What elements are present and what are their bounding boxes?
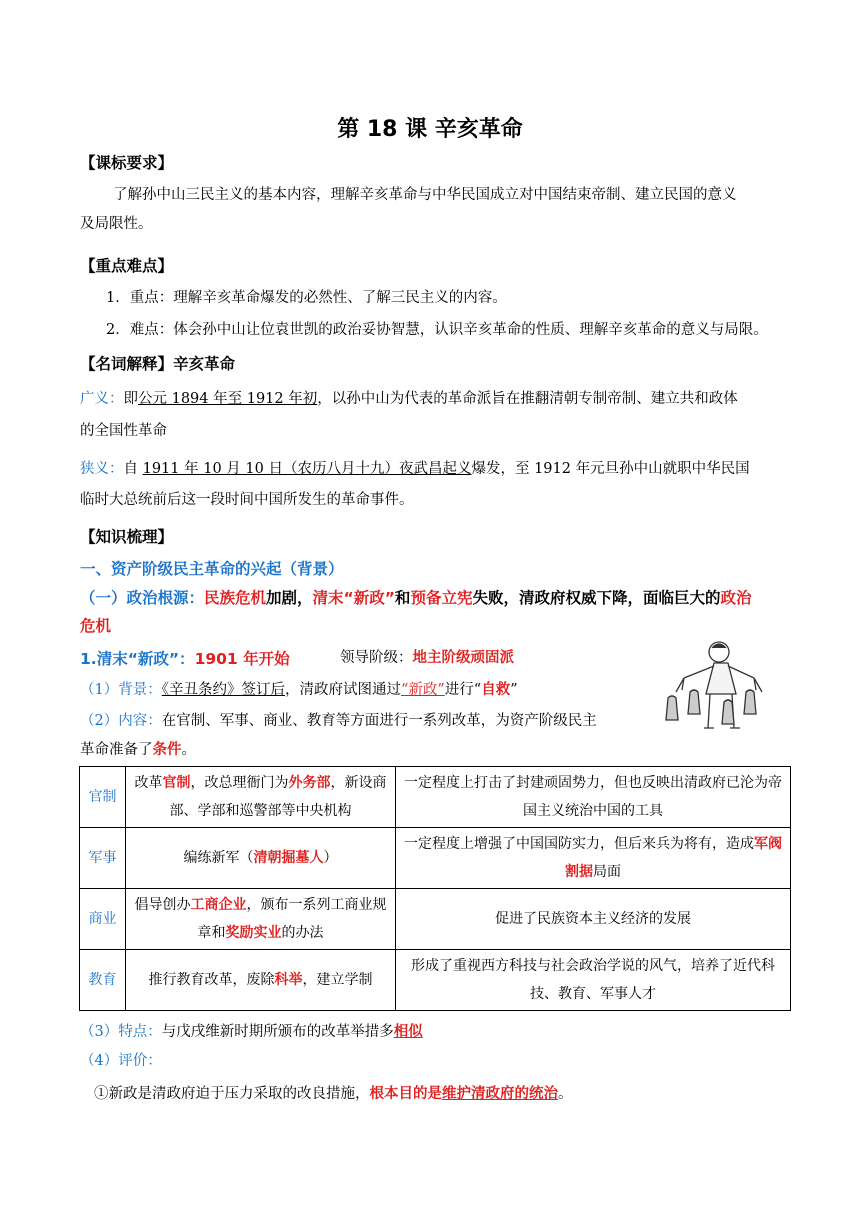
background-treaty: 《辛丑条约》签订后 [161, 682, 285, 698]
narrow-definition-cont: 临时大总统前后这一段时间中国所发生的革命事件。 [80, 492, 414, 508]
junshi-right-a: 一定程度上增强了中国国防实力，但后来兵为将有，造成 [404, 836, 754, 852]
content-line [80, 708, 597, 734]
row-right-guanzhi: 一定程度上打击了封建顽固势力，但也反映出清政府已沦为帝国主义统治中国的工具 [396, 767, 791, 828]
keypoints-heading: 【重点难点】 [80, 257, 174, 275]
leading-class-value: 地主阶级顽固派 [412, 649, 514, 666]
shangye-mid-c: 的办法 [281, 925, 324, 941]
table-row [80, 889, 791, 950]
narrow-definition [80, 456, 750, 482]
broad-underlined: 公元 1894 年至 1912 年初 [138, 391, 318, 407]
political-root-label: （一）政治根源： [80, 589, 205, 607]
background-text-f: ” [510, 682, 518, 698]
row-mid-junshi [126, 828, 396, 889]
row-head-junshi: 军事 [80, 828, 126, 889]
junshi-mid-r1: 清朝掘墓人 [253, 850, 324, 866]
guanzhi-mid-r2: 外务部 [288, 775, 331, 791]
broad-definition-cont: 的全国性革命 [80, 423, 167, 439]
background-selfsave: 自救 [481, 681, 511, 698]
row-head-shangye: 商业 [80, 889, 126, 950]
narrow-underlined: 1911 年 10 月 10 日（农历八月十九）夜武昌起义 [142, 461, 472, 477]
row-mid-jiaoyu [126, 950, 396, 1011]
political-root [80, 586, 751, 608]
leading-class [340, 645, 514, 671]
shangye-mid-r2: 奖励实业 [225, 925, 282, 941]
shangye-mid-b: ，颁布一系列工商业规章和 [197, 897, 387, 941]
junshi-right-r: 军阀割据 [565, 836, 782, 880]
background-text-b: ，清政府试图通过 [284, 682, 401, 698]
feature-similar: 相似 [393, 1023, 423, 1040]
content-condition: 条件 [152, 741, 182, 758]
evaluation-label: （4）评价： [80, 1053, 162, 1069]
feature-label: （3）特点： [80, 1024, 162, 1040]
political-root-text-e: 和 [394, 589, 411, 607]
eval-text-d: 。 [558, 1086, 573, 1102]
background-newpolicy: “新政” [400, 682, 445, 698]
political-root-text-c: 加剧， [266, 589, 313, 607]
narrow-text-b: 爆发，至 1912 年元旦孙中山就职中华民国 [471, 461, 750, 477]
broad-definition [80, 386, 738, 412]
guanzhi-mid-r1: 官制 [162, 775, 191, 791]
item-number: 1. [80, 650, 97, 668]
table-row [80, 767, 791, 828]
keypoint-1: 1．重点：理解辛亥革命爆发的必然性、了解三民主义的内容。 [106, 290, 507, 306]
junshi-mid-b: ） [323, 850, 338, 866]
table-row [80, 950, 791, 1011]
jiaoyu-mid-a: 推行教育改革，废除 [148, 972, 275, 988]
narrow-text-a: 自 [123, 461, 143, 477]
content-line-2 [80, 737, 196, 763]
cartoon-puppeteer-illustration [654, 632, 774, 750]
feature-text-a: 与戊戌维新时期所颁布的改革举措多 [161, 1024, 394, 1040]
row-head-guanzhi: 官制 [80, 767, 126, 828]
political-root-newpolicy: 清末“新政” [312, 589, 395, 607]
row-head-jiaoyu: 教育 [80, 950, 126, 1011]
content-text-a: 在官制、军事、商业、教育等方面进行一系列改革，为资产阶级民主 [161, 713, 597, 729]
row-right-junshi [396, 828, 791, 889]
row-mid-guanzhi [126, 767, 396, 828]
standards-line-2: 及局限性。 [80, 216, 153, 232]
feature-line [80, 1019, 423, 1045]
table-row [80, 828, 791, 889]
eval-text-a: ①新政是清政府迫于压力采取的改良措施， [94, 1086, 370, 1102]
guanzhi-mid-c: ，新设商部、学部和巡警部等中央机构 [169, 775, 387, 819]
terms-heading: 【名词解释】辛亥革命 [80, 355, 236, 373]
page-title: 第 18 课 辛亥革命 [337, 117, 523, 142]
political-root-crisis-end: 危机 [80, 617, 112, 635]
eval-purpose-label: 根本目的是 [369, 1085, 442, 1102]
leading-class-label: 领导阶级： [340, 650, 413, 666]
broad-text-b: ，以孙中山为代表的革命派旨在推翻清朝专制帝制、建立共和政体 [317, 391, 738, 407]
political-root-constitution: 预备立宪 [410, 589, 473, 607]
junshi-mid-a: 编练新军（ [183, 850, 254, 866]
political-root-crisis: 民族危机 [204, 589, 267, 607]
background-line [80, 677, 518, 703]
broad-text-a: 即 [123, 391, 138, 407]
shangye-mid-r1: 工商企业 [190, 897, 247, 913]
political-root-text-g: 失败，清政府权威下降，面临巨大的 [472, 589, 721, 607]
new-policy-label: 清末“新政”： [96, 650, 195, 668]
shangye-mid-a: 倡导创办 [134, 897, 191, 913]
broad-label: 广义： [80, 391, 124, 407]
evaluation-1 [94, 1081, 573, 1107]
content-label: （2）内容： [80, 713, 162, 729]
political-root-political: 政治 [720, 589, 752, 607]
guanzhi-mid-a: 改革 [134, 775, 163, 791]
narrow-label: 狭义： [80, 461, 124, 477]
junshi-right-b: 局面 [593, 864, 621, 880]
background-label: （1）背景： [80, 682, 162, 698]
jiaoyu-mid-r1: 科举 [274, 972, 303, 988]
background-text-d: 进行“ [444, 682, 482, 698]
jiaoyu-mid-b: ，建立学制 [302, 972, 373, 988]
keypoint-2: 2．难点：体会孙中山让位袁世凯的政治妥协智慧，认识辛亥革命的性质、理解辛亥革命的意义与局限。 [106, 322, 768, 338]
standards-heading: 【课标要求】 [80, 154, 174, 172]
knowledge-heading: 【知识梳理】 [80, 528, 174, 546]
new-policy-heading [80, 647, 290, 669]
standards-line-1: 了解孙中山三民主义的基本内容，理解辛亥革命与中华民国成立对中国结束帝制、建立民国的意义 [113, 187, 737, 203]
eval-purpose: 维护清政府的统治 [442, 1085, 558, 1102]
reform-table [79, 766, 791, 1011]
part-1-heading: 一、资产阶级民主革命的兴起（背景） [80, 560, 344, 578]
content-text-d: 。 [181, 742, 196, 758]
row-right-shangye: 促进了民族资本主义经济的发展 [396, 889, 791, 950]
new-policy-start: 1901 年开始 [194, 650, 290, 668]
content-text-b: 革命准备了 [80, 742, 153, 758]
row-right-jiaoyu: 形成了重视西方科技与社会政治学说的风气，培养了近代科技、教育、军事人才 [396, 950, 791, 1011]
guanzhi-mid-b: ，改总理衙门为 [190, 775, 289, 791]
row-mid-shangye [126, 889, 396, 950]
